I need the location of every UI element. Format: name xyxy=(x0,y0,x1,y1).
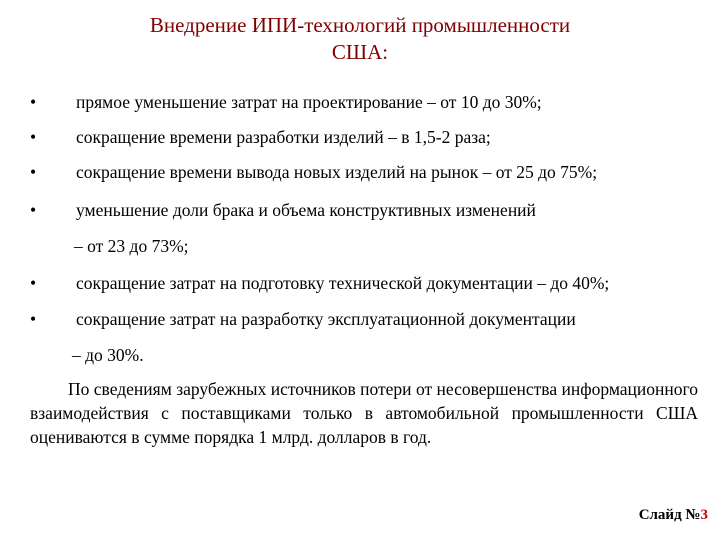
summary-paragraph: По сведениям зарубежных источников потери от несовершенства информационного взаимодействия с поставщиками только в автомобильной промышленности США оцениваются в сумме порядка 1 млрд. долларов в год. xyxy=(30,379,698,447)
bullet-marker: • xyxy=(30,200,37,220)
bullet-item xyxy=(0,272,720,294)
bullet-item xyxy=(0,126,720,148)
bullet-item xyxy=(0,199,720,221)
slide-number xyxy=(639,507,708,524)
title-line-1: Внедрение ИПИ-технологий промышленности xyxy=(149,13,571,37)
bullet-continuation: – от 23 до 73%; xyxy=(74,236,189,256)
bullet-marker: • xyxy=(30,127,37,147)
title-line-2: США: xyxy=(331,40,389,64)
bullet-continuation: – до 30%. xyxy=(72,345,144,365)
bullet-text: сокращение времени вывода новых изделий на рынок – от 25 до 75%; xyxy=(76,162,598,182)
bullet-text: прямое уменьшение затрат на проектирование – от 10 до 30%; xyxy=(76,92,542,112)
bullet-item xyxy=(0,161,720,183)
slide-number-value: 3 xyxy=(700,507,708,523)
slide-number-label: Слайд № xyxy=(638,507,701,523)
bullet-item xyxy=(0,91,720,113)
bullet-marker: • xyxy=(30,309,37,329)
bullet-marker: • xyxy=(30,92,37,112)
bullet-text: уменьшение доли брака и объема конструктивных изменений xyxy=(76,200,536,220)
slide-title xyxy=(0,12,720,66)
bullet-text: сокращение затрат на разработку эксплуатационной документации xyxy=(76,309,576,329)
bullet-text: сокращение затрат на подготовку технической документации – до 40%; xyxy=(76,273,610,293)
bullet-marker: • xyxy=(30,273,37,293)
bullet-marker: • xyxy=(30,162,37,182)
bullet-item xyxy=(0,308,720,330)
bullet-text: сокращение времени разработки изделий – в 1,5-2 раза; xyxy=(76,127,491,147)
